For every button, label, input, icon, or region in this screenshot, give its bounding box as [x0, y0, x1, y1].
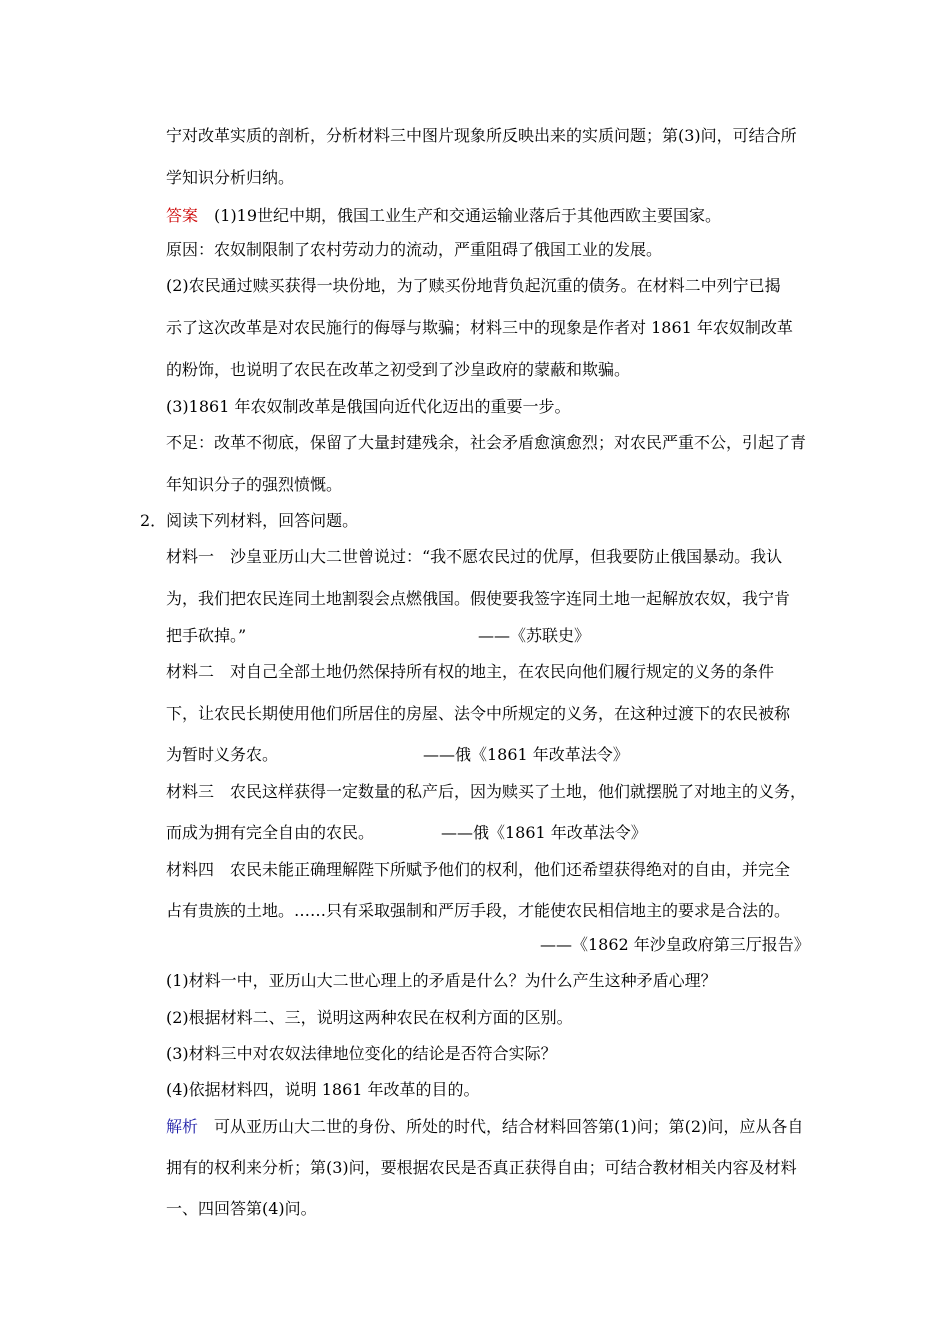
- answer-line-8: 年知识分子的强烈愤慨。: [166, 475, 343, 494]
- analysis-label: 解析: [166, 1117, 199, 1136]
- answer-line-1: [166, 206, 721, 226]
- material-3-line-2: 而成为拥有完全自由的农民。: [166, 823, 375, 842]
- analysis-line-1: [166, 1117, 803, 1137]
- answer-line-7: 不足：改革不彻底，保留了大量封建残余，社会矛盾愈演愈烈；对农民严重不公，引起了青: [166, 433, 807, 452]
- analysis-line-2: 拥有的权利来分析；第(3)问，要根据农民是否真正获得自由；可结合教材相关内容及材料: [166, 1158, 797, 1177]
- material-2-line-2: 下，让农民长期使用他们所居住的房屋、法令中所规定的义务，在这种过渡下的农民被称: [166, 704, 791, 723]
- material-1-line-3: 把手砍掉。”: [166, 626, 247, 645]
- prev-analysis-line-2: 学知识分析归纳。: [166, 168, 295, 187]
- question-item-3: (3)材料三中对农奴法律地位变化的结论是否符合实际？: [166, 1044, 557, 1063]
- material-2-line-3: 为暂时义务农。: [166, 745, 279, 764]
- material-4-source: ——《1862 年沙皇政府第三厅报告》: [540, 935, 810, 954]
- question-heading: 2．阅读下列材料，回答问题。: [140, 511, 359, 530]
- answer-first-text: (1)19世纪中期，俄国工业生产和交通运输业落后于其他西欧主要国家。: [198, 206, 722, 225]
- answer-line-3: (2)农民通过赎买获得一块份地，为了赎买份地背负起沉重的债务。在材料二中列宁已揭: [166, 276, 781, 295]
- material-4-line-1: 材料四 农民未能正确理解陛下所赋予他们的权利，他们还希望获得绝对的自由，并完全: [166, 860, 791, 879]
- material-4-line-2: 占有贵族的土地。……只有采取强制和严厉手段，才能使农民相信地主的要求是合法的。: [166, 901, 791, 920]
- analysis-line-3: 一、四回答第(4)问。: [166, 1199, 317, 1218]
- material-1-line-2: 为，我们把农民连同土地割裂会点燃俄国。假使要我签字连同土地一起解放农奴，我宁肯: [166, 589, 791, 608]
- question-item-2: (2)根据材料二、三，说明这两种农民在权利方面的区别。: [166, 1008, 573, 1027]
- answer-line-2: 原因：农奴制限制了农村劳动力的流动，严重阻碍了俄国工业的发展。: [166, 240, 663, 259]
- material-3-line-1: 材料三 农民这样获得一定数量的私产后，因为赎买了土地，他们就摆脱了对地主的义务，: [166, 782, 807, 801]
- prev-analysis-line-1: 宁对改革实质的剖析，分析材料三中图片现象所反映出来的实质问题；第(3)问，可结合所: [166, 126, 797, 145]
- material-2-source: ——俄《1861 年改革法令》: [423, 745, 629, 764]
- answer-label: 答案: [166, 206, 199, 225]
- answer-line-4: 示了这次改革是对农民施行的侮辱与欺骗；材料三中的现象是作者对 1861 年农奴制改革: [166, 318, 793, 337]
- question-item-4: (4)依据材料四，说明 1861 年改革的目的。: [166, 1080, 480, 1099]
- question-item-1: (1)材料一中，亚历山大二世心理上的矛盾是什么？为什么产生这种矛盾心理？: [166, 971, 717, 990]
- answer-line-5: 的粉饰，也说明了农民在改革之初受到了沙皇政府的蒙蔽和欺骗。: [166, 360, 631, 379]
- answer-line-6: (3)1861 年农奴制改革是俄国向近代化迈出的重要一步。: [166, 397, 571, 416]
- material-3-source: ——俄《1861 年改革法令》: [441, 823, 647, 842]
- analysis-first-text: 可从亚历山大二世的身份、所处的时代，结合材料回答第(1)问；第(2)问，应从各自: [198, 1117, 804, 1136]
- material-1-source: ——《苏联史》: [478, 626, 591, 645]
- material-1-line-1: 材料一 沙皇亚历山大二世曾说过：“我不愿农民过的优厚，但我要防止俄国暴动。我认: [166, 547, 783, 566]
- material-2-line-1: 材料二 对自己全部土地仍然保持所有权的地主，在农民向他们履行规定的义务的条件: [166, 662, 775, 681]
